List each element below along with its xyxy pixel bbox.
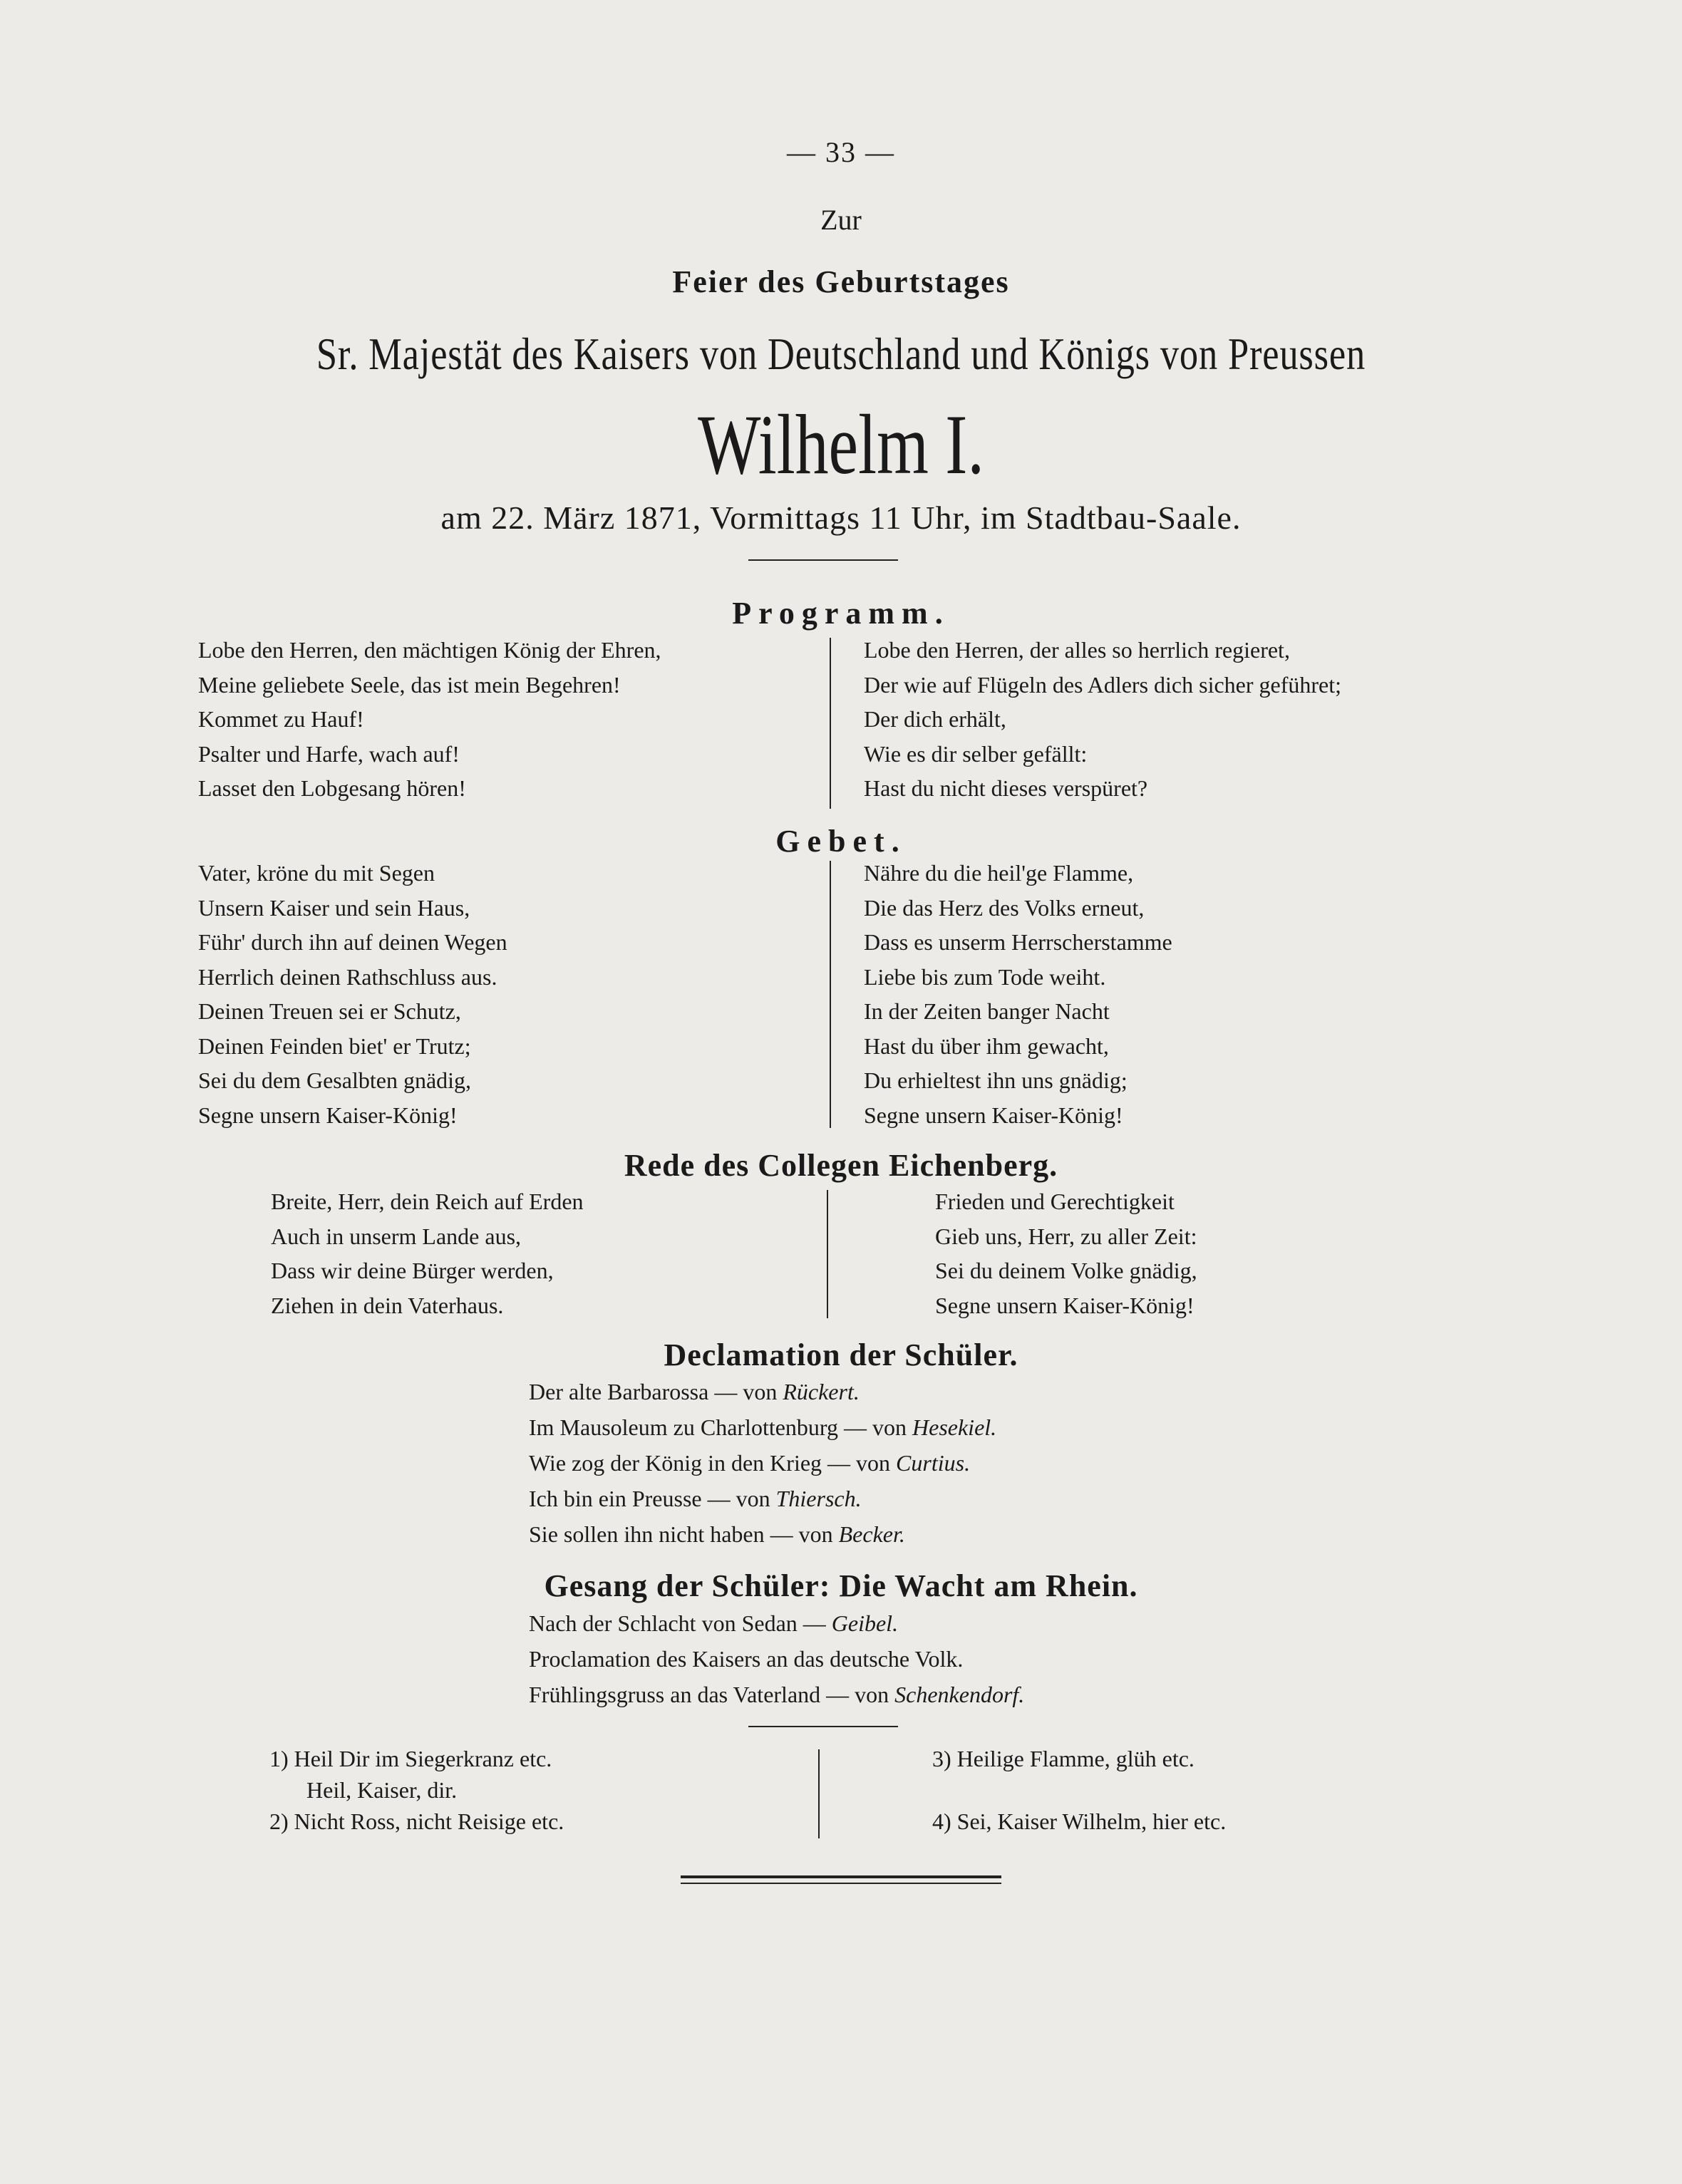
- rede-right-verse: [935, 1184, 1197, 1323]
- verse-line: Nähre du die heil'ge Flamme,: [864, 860, 1134, 886]
- declamation-title: Declamation der Schüler.: [664, 1337, 1018, 1372]
- gesang-item: Frühlingsgruss an das Vaterland — von Schenkendorf.: [529, 1682, 1025, 1707]
- verse-line: Segne unsern Kaiser-König!: [198, 1102, 458, 1128]
- verse-line: Auch in unserm Lande aus,: [271, 1223, 522, 1249]
- verse-line: Meine geliebete Seele, das ist mein Begehren!: [198, 671, 621, 698]
- declamation-item: Ich bin ein Preusse — von Thiersch.: [529, 1486, 862, 1511]
- verse-line: Wie es dir selber gefällt:: [864, 740, 1088, 767]
- verse-line: Führ' durch ihn auf deinen Wegen: [198, 929, 507, 955]
- verse-line: Unsern Kaiser und sein Haus,: [198, 894, 470, 921]
- bottom-rule: [681, 1875, 1001, 1878]
- verse-line: Deinen Feinden biet' er Trutz;: [198, 1033, 471, 1059]
- verse-line: Die das Herz des Volks erneut,: [864, 894, 1145, 921]
- verse-line: Hast du nicht dieses verspüret?: [864, 775, 1148, 801]
- declamation-item: Im Mausoleum zu Charlottenburg — von Hesekiel.: [529, 1414, 997, 1440]
- declamation-item: Der alte Barbarossa — von Rückert.: [529, 1379, 860, 1404]
- header-datum: am 22. März 1871, Vormittags 11 Uhr, im Stadtbau-Saale.: [440, 500, 1242, 536]
- verse-line: Segne unsern Kaiser-König!: [935, 1292, 1195, 1318]
- programm-right-verse: [864, 633, 1341, 806]
- declamation-item: Sie sollen ihn nicht haben — von Becker.: [529, 1521, 905, 1547]
- verse-line: Dass wir deine Bürger werden,: [271, 1258, 554, 1283]
- song-line: 3) Heilige Flamme, glüh etc.: [932, 1746, 1195, 1771]
- author: Becker.: [838, 1521, 905, 1547]
- verse-line: Frieden und Gerechtigkeit: [935, 1189, 1175, 1214]
- rede-title: Rede des Collegen Eichenberg.: [624, 1148, 1058, 1183]
- verse-line: Psalter und Harfe, wach auf!: [198, 740, 460, 767]
- bottom-rule: [681, 1883, 1001, 1884]
- verse-line: Du erhieltest ihn uns gnädig;: [864, 1067, 1128, 1093]
- verse-line: Lobe den Herren, der alles so herrlich regieret,: [864, 637, 1290, 663]
- song-line: 4) Sei, Kaiser Wilhelm, hier etc.: [932, 1808, 1227, 1834]
- verse-line: Sei du deinem Volke gnädig,: [935, 1258, 1197, 1283]
- verse-line: Vater, kröne du mit Segen: [198, 860, 435, 886]
- songs-right: [932, 1743, 1226, 1837]
- verse-line: Der dich erhält,: [864, 706, 1006, 732]
- author: Schenkendorf.: [894, 1682, 1025, 1707]
- gesang-item: Nach der Schlacht von Sedan — Geibel.: [529, 1610, 899, 1636]
- verse-line: Dass es unserm Herrscherstamme: [864, 929, 1172, 955]
- column-divider: [830, 861, 831, 1128]
- header-name: Wilhelm I.: [698, 397, 984, 492]
- verse-line: Kommet zu Hauf!: [198, 706, 364, 732]
- declamation-item: Wie zog der König in den Krieg — von Curtius.: [529, 1450, 971, 1476]
- verse-line: Herrlich deinen Rathschluss aus.: [198, 963, 497, 990]
- gebet-title: Gebet.: [775, 824, 907, 859]
- column-divider: [827, 1190, 828, 1318]
- column-divider: [818, 1749, 820, 1838]
- gebet-left-verse: [198, 856, 507, 1132]
- verse-line: Segne unsern Kaiser-König!: [864, 1102, 1123, 1128]
- verse-line: Ziehen in dein Vaterhaus.: [271, 1292, 504, 1318]
- rede-left-verse: [271, 1184, 584, 1323]
- gesang-item: Proclamation des Kaisers an das deutsche Volk.: [529, 1646, 964, 1672]
- author: Hesekiel.: [912, 1414, 997, 1440]
- column-divider: [830, 638, 831, 809]
- verse-line: Lasset den Lobgesang hören!: [198, 775, 466, 801]
- verse-line: Breite, Herr, dein Reich auf Erden: [271, 1189, 584, 1214]
- author: Thiersch.: [775, 1486, 862, 1511]
- gesang-title: Gesang der Schüler: Die Wacht am Rhein.: [544, 1568, 1138, 1603]
- programm-title: Programm.: [732, 596, 950, 631]
- verse-line: Lobe den Herren, den mächtigen König der Ehren,: [198, 637, 661, 663]
- programm-left-verse: [198, 633, 661, 806]
- verse-line: Deinen Treuen sei er Schutz,: [198, 998, 461, 1024]
- header-majestaet: Sr. Majestät des Kaisers von Deutschland und Königs von Preussen: [316, 328, 1366, 379]
- verse-line: Hast du über ihm gewacht,: [864, 1033, 1109, 1059]
- song-line: 2) Nicht Ross, nicht Reisige etc.: [269, 1808, 564, 1834]
- header-zur: Zur: [820, 204, 862, 236]
- declamation-list: [529, 1374, 996, 1552]
- verse-line: Sei du dem Gesalbten gnädig,: [198, 1067, 472, 1093]
- song-line: Heil, Kaiser, dir.: [306, 1777, 458, 1803]
- song-line: 1) Heil Dir im Siegerkranz etc.: [269, 1746, 552, 1771]
- divider-rule: [748, 559, 898, 561]
- verse-line: In der Zeiten banger Nacht: [864, 998, 1110, 1024]
- page-number: — 33 —: [787, 136, 895, 168]
- divider-rule: [748, 1726, 898, 1727]
- verse-line: Der wie auf Flügeln des Adlers dich sicher geführet;: [864, 671, 1342, 698]
- author: Geibel.: [831, 1610, 899, 1636]
- gebet-right-verse: [864, 856, 1172, 1132]
- songs-left: [269, 1743, 564, 1837]
- verse-line: Gieb uns, Herr, zu aller Zeit:: [935, 1223, 1197, 1249]
- gesang-list: [529, 1605, 1024, 1712]
- verse-line: Liebe bis zum Tode weiht.: [864, 963, 1106, 990]
- author: Rückert.: [783, 1379, 860, 1404]
- author: Curtius.: [896, 1450, 971, 1476]
- header-feier: Feier des Geburtstages: [672, 264, 1010, 299]
